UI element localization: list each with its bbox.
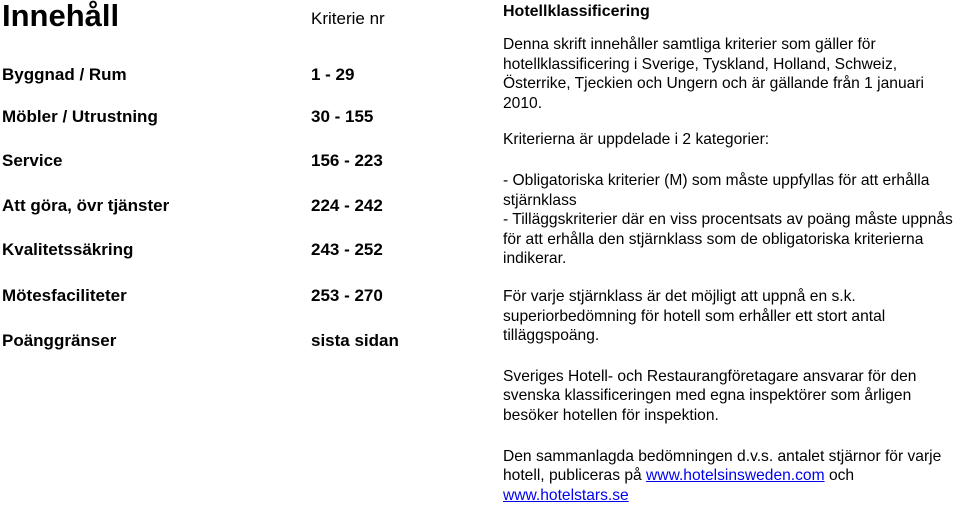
toc-row-label: Möbler / Utrustning	[2, 107, 158, 126]
link-hotelstars[interactable]: www.hotelstars.se	[503, 486, 629, 504]
document-body	[503, 2, 960, 505]
toc-row-label: Poänggränser	[2, 331, 117, 350]
toc-row-label: Service	[2, 151, 63, 170]
doc-heading: Hotellklassificering	[503, 3, 650, 20]
toc-row-label: Att göra, övr tjänster	[2, 196, 170, 215]
toc-row-meetings[interactable]	[2, 284, 422, 308]
toc-row-range: 156 - 223	[311, 151, 383, 170]
doc-summary-middle: och	[828, 467, 855, 485]
toc-row-building[interactable]	[2, 63, 422, 87]
toc-column-header: Kriterie nr	[311, 9, 385, 28]
doc-categories-intro: Kriterierna är uppdelade i 2 kategorier:	[503, 131, 770, 149]
toc-row-range: 253 - 270	[311, 286, 383, 305]
doc-organisation-paragraph: Sveriges Hotell- och Restaurangföretagare ansvarar för den svenska klassificeringen med egna inspektörer som årligen besöker hotellen för inspektion.	[503, 367, 917, 424]
toc-row-quality[interactable]	[2, 238, 422, 262]
toc-row-points[interactable]	[2, 329, 422, 353]
toc-row-label: Byggnad / Rum	[2, 65, 127, 84]
toc-row-label: Kvalitetssäkring	[2, 240, 134, 259]
toc-row-furniture[interactable]	[2, 105, 422, 129]
toc-row-range: 224 - 242	[311, 196, 383, 215]
toc-row-range: 30 - 155	[311, 107, 374, 126]
toc-row-label: Mötesfaciliteter	[2, 286, 127, 305]
doc-intro-paragraph: Denna skrift innehåller samtliga kriterier som gäller för hotellklassificering i Sverige, Tyskland, Holland, Schweiz, Österrike, Tjeckien och Ungern och är gällande från 1 januari 2010.	[503, 36, 924, 112]
doc-summary-paragraph	[503, 447, 960, 506]
toc-row-range: 243 - 252	[311, 240, 383, 259]
doc-mandatory-criteria: - Obligatoriska kriterier (M) som måste uppfyllas för att erhålla stjärnklass	[503, 171, 930, 209]
doc-summary-prefix: Den sammanlagda bedömningen d.v.s. antalet stjärnor för varje hotell, publiceras på	[503, 447, 942, 485]
link-hotelsinsweden[interactable]: www.hotelsinsweden.com	[646, 467, 825, 485]
toc-row-range: 1 - 29	[311, 65, 355, 84]
toc-row-range: sista sidan	[311, 331, 399, 350]
doc-superior-paragraph: För varje stjärnklass är det möjligt att uppnå en s.k. superiorbedömning för hotell som erhåller ett stort antal tilläggspoäng.	[503, 287, 886, 345]
doc-additional-criteria: - Tilläggskriterier där en viss procentsats av poäng måste uppnås för att erhålla den stjärnklass som de obligatoriska kriterierna indikerar.	[503, 211, 953, 268]
toc-row-service[interactable]	[2, 149, 422, 173]
toc-title: Innehåll	[2, 0, 120, 33]
toc-row-activities[interactable]	[2, 194, 422, 218]
